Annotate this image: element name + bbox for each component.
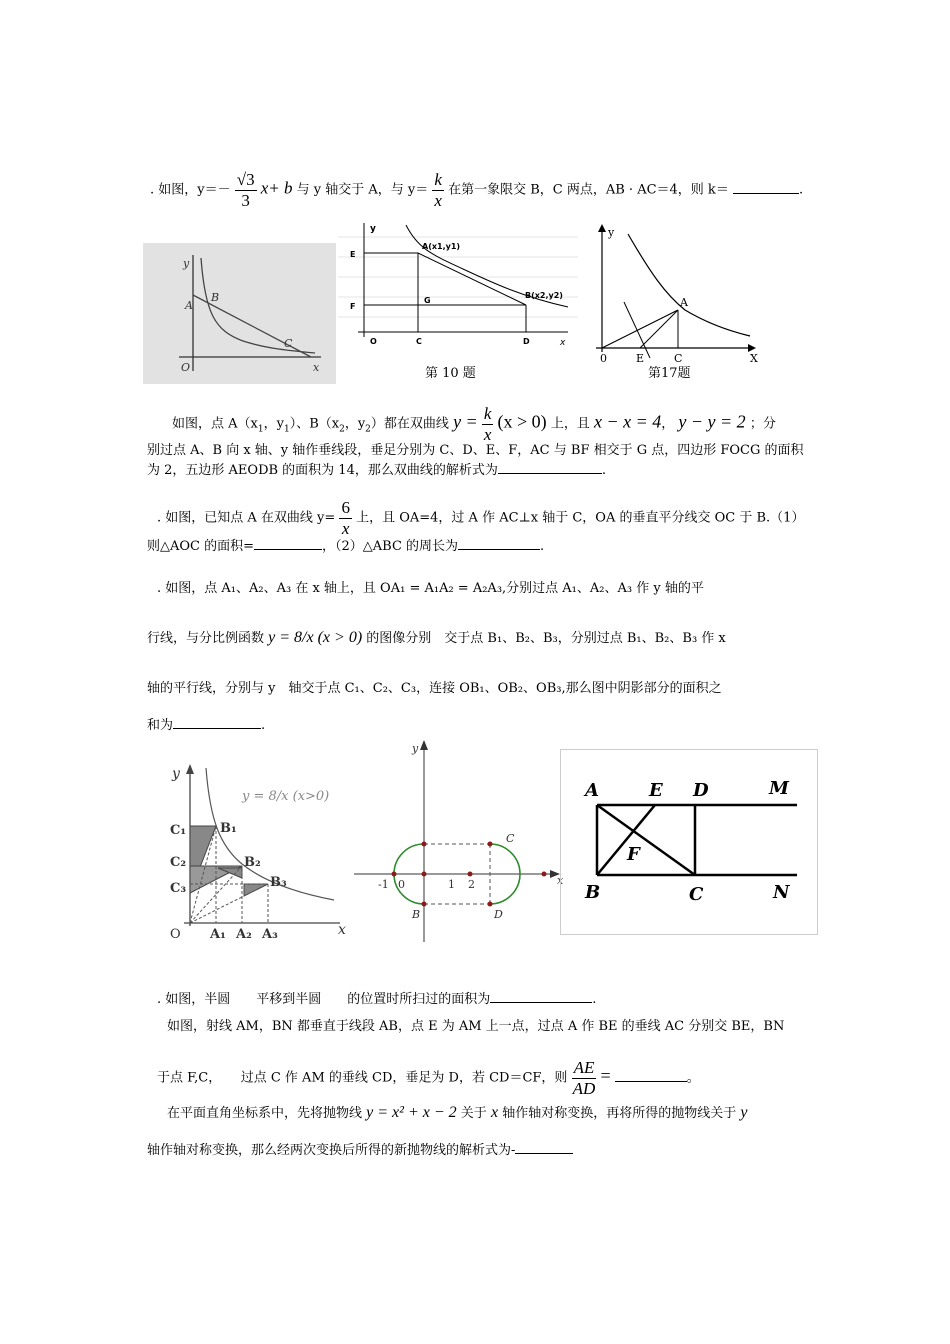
fig17-C: C — [674, 352, 683, 365]
q7-eq: y = x² + x − 2 — [366, 1104, 457, 1121]
svg-text:C₁: C₁ — [170, 823, 187, 838]
fig10-caption: 第 10 题 — [425, 366, 476, 381]
fig1-C: C — [284, 337, 293, 350]
question-7-line-1: 在平面直角坐标系中，先将抛物线 y = x² + x − 2 关于 x 轴作轴对称变换，再将所得的抛物线关于 y — [167, 1104, 748, 1121]
fig1-O: O — [181, 361, 191, 374]
q2-cond: (x > 0) — [497, 411, 547, 432]
q2-diff1: x − x = 4 — [593, 411, 662, 432]
svg-text:A: A — [585, 780, 599, 801]
fig17-y: y — [608, 226, 615, 239]
svg-text:C: C — [506, 832, 515, 845]
question-2-line-3: 为 2，五边形 AEODB 的面积为 14，那么双曲线的解析式为 . — [147, 463, 606, 478]
fig10-B: B(x2,y2) — [525, 291, 563, 300]
question-3-line-2: 则△AOC 的面积= ，（2）△ABC 的周长为 . — [147, 539, 545, 554]
figure-17 — [590, 222, 768, 367]
fig17-x: X — [750, 352, 758, 365]
svg-text:A₁: A₁ — [210, 927, 226, 942]
fig17-caption: 第17题 — [648, 366, 691, 381]
fig10-y: y — [370, 224, 376, 234]
fig10-O: O — [370, 337, 377, 346]
figure-semicircles — [352, 738, 564, 946]
svg-text:C₂: C₂ — [170, 855, 187, 870]
fig1-x: x — [313, 361, 320, 374]
question-4-line-2: 行线，与分比例函数 y = 8/x (x > 0) 的图像分别 交于点 B₁、B₂、B₃，分别过点 B₁、B₂、B₃ 作 x — [147, 629, 726, 646]
figure-shaded-hyperbola — [162, 760, 352, 942]
q4-eq: y = 8/x (x > 0) — [268, 629, 363, 646]
question-1: . 如图，y＝－ $\frac{√3}{3}$ x+ b 与 y 轴交于 A，与 y＝ $\frac{k}{x}$ 在第一象限交 B，C 两点，AB · AC＝4，则 k＝ . — [150, 170, 804, 210]
question-4-line-3: 轴的平行线，分别与 y 轴交于点 C₁、C₂、C₃，连接 OB₁、OB₂、OB₃,那么图中阴影部分的面积之 — [147, 681, 722, 696]
answer-blank-4[interactable] — [173, 728, 261, 729]
fig-shade-y: y — [172, 766, 180, 782]
question-6-line-2: 于点 F,C， 过点 C 作 AM 的垂线 CD，垂足为 D，若 CD＝CF，则 $\frac{AE}{AD}$ = 。 — [157, 1058, 700, 1098]
svg-text:O: O — [170, 927, 181, 942]
q1-mid: 与 y 轴交于 A，与 y＝ — [296, 182, 429, 198]
answer-blank-3b[interactable] — [458, 549, 540, 550]
svg-text:-1: -1 — [378, 878, 389, 891]
svg-text:A₃: A₃ — [262, 927, 278, 942]
q1-kx-fraction: $\frac{k}{x}$ — [434, 170, 442, 210]
q1-term: x+ b — [260, 178, 293, 198]
svg-text:C: C — [689, 884, 704, 905]
svg-text:D: D — [494, 908, 503, 921]
figure-1-photo — [143, 243, 336, 384]
svg-text:E: E — [649, 780, 663, 801]
q2-eq-y: y = — [453, 411, 478, 432]
question-3-line-1: . 如图，已知点 A 在双曲线 y= $\frac{6}{x}$ 上，且 OA=4，过 A 作 AC⊥x 轴于 C，OA 的垂直平分线交 OC 于 B.（1） — [157, 498, 805, 538]
svg-text:0: 0 — [398, 878, 405, 891]
fig10-F: F — [350, 302, 356, 311]
q2-diff2: y − y = 2 — [678, 411, 746, 432]
q3-fraction: $\frac{6}{x}$ — [341, 498, 350, 538]
question-2-line-1: 如图，点 $A(x_1$，$y_1$）、$B(x_2$，$y_2$）都在双曲线 y = $\frac{k}{x}$ (x > 0) 上，且 x − x = 4， y − y = 2 ；分 — [172, 404, 776, 444]
answer-blank-2[interactable] — [498, 473, 602, 474]
svg-text:B₂: B₂ — [244, 855, 261, 870]
q1-tail: 在第一象限交 B，C 两点，AB · AC＝4，则 k＝ — [448, 182, 729, 198]
svg-text:2: 2 — [468, 878, 475, 891]
svg-text:1: 1 — [448, 878, 455, 891]
fig17-A: A — [680, 296, 688, 309]
svg-text:M: M — [769, 778, 789, 799]
svg-text:F: F — [627, 844, 640, 865]
svg-text:A₂: A₂ — [236, 927, 252, 942]
fig10-A: A(x1,y1) — [422, 242, 461, 251]
question-7-line-2: 轴作轴对称变换，那么经两次变换后所得的新抛物线的解析式为- — [147, 1144, 573, 1157]
answer-blank-1[interactable] — [733, 193, 799, 194]
svg-text:C₃: C₃ — [170, 881, 187, 896]
svg-text:N: N — [773, 882, 790, 903]
svg-text:B₁: B₁ — [220, 821, 237, 836]
figure-10 — [338, 217, 578, 357]
fig1-A: A — [185, 299, 193, 312]
question-6-line-1: 如图，射线 AM，BN 都垂直于线段 AB，点 E 为 AM 上一点，过点 A 作 BE 的垂线 AC 分别交 BE，BN — [167, 1019, 785, 1034]
answer-blank-3a[interactable] — [254, 549, 322, 550]
question-4-line-1: . 如图，点 A₁、A₂、A₃ 在 x 轴上，且 OA₁ = A₁A₂ = A₂A₃,分别过点 A₁、A₂、A₃ 作 y 轴的平 — [157, 581, 704, 596]
svg-text:B: B — [412, 908, 421, 921]
question-4-line-4: 和为 . — [147, 718, 266, 733]
svg-text:x: x — [338, 922, 346, 938]
figure-rays — [560, 749, 818, 935]
svg-text:x: x — [557, 874, 564, 887]
svg-text:y: y — [412, 742, 419, 755]
q2-kx-fraction: $\frac{k}{x}$ — [483, 404, 492, 444]
q6-fraction: $\frac{AE}{AD}$ — [572, 1058, 596, 1098]
answer-blank-6[interactable] — [615, 1081, 687, 1082]
answer-blank-7[interactable] — [515, 1153, 573, 1154]
fig17-E: E — [636, 352, 645, 365]
fig10-G: G — [424, 296, 431, 305]
svg-text:B: B — [585, 882, 601, 903]
question-5: . 如图，半圆 平移到半圆 的位置时所扫过的面积为 . — [157, 992, 597, 1007]
fig17-O: 0 — [600, 352, 607, 365]
fig1-y: y — [183, 257, 190, 270]
fig-shade-fn: y = 8/x (x>0) — [242, 789, 330, 804]
fig1-B: B — [211, 291, 220, 304]
question-2-line-2: 别过点 A、B 向 x 轴、y 轴作垂线段，垂足分别为 C、D、E、F，AC 与 BF 相交于 G 点，四边形 FOCG 的面积 — [147, 443, 804, 458]
fig10-x: x — [560, 338, 566, 348]
svg-text:D: D — [693, 780, 709, 801]
q1-fraction: $\frac{√3}{3}$ — [236, 170, 255, 210]
fig10-C: C — [416, 337, 422, 346]
fig10-E: E — [350, 250, 356, 259]
q1-lead: . 如图，y＝－ — [150, 182, 231, 198]
fig10-D: D — [523, 337, 530, 346]
svg-text:B₃: B₃ — [270, 875, 287, 890]
answer-blank-5[interactable] — [490, 1002, 592, 1003]
